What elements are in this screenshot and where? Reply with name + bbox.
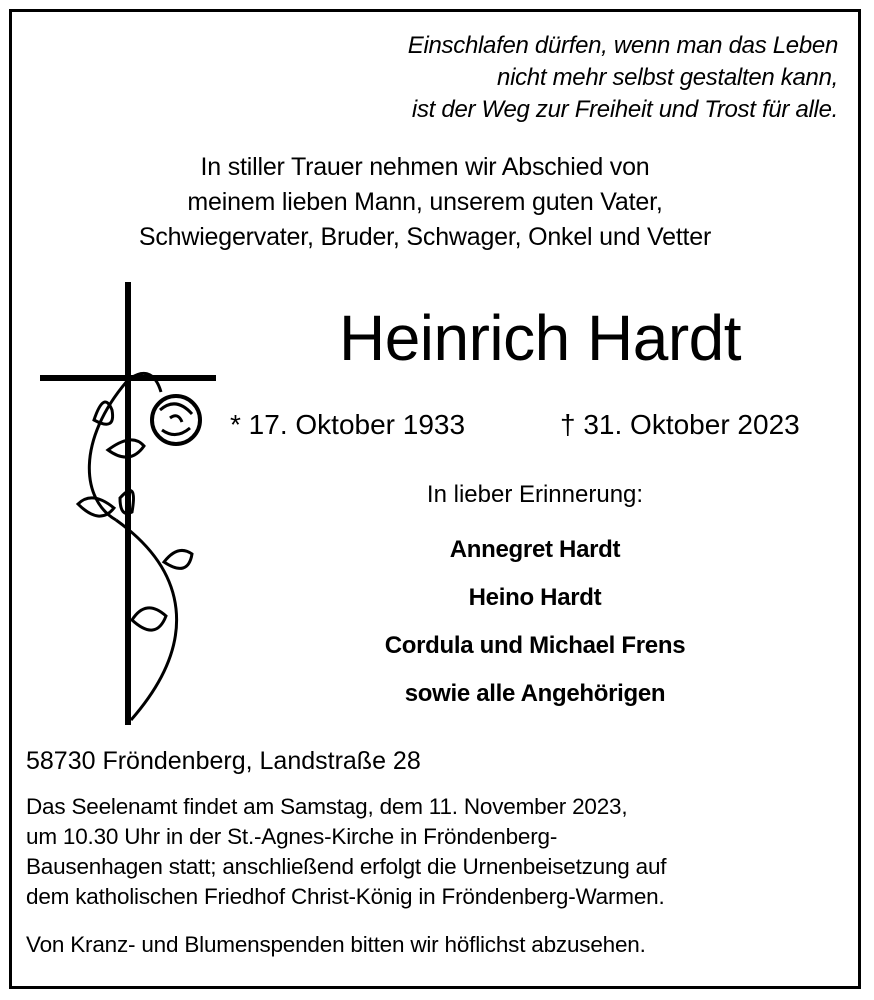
service-line: dem katholischen Friedhof Christ-König in Fröndenberg-Warmen. xyxy=(26,884,665,909)
intro-line: Schwiegervater, Bruder, Schwager, Onkel und Vetter xyxy=(138,223,712,251)
mourner: sowie alle Angehörigen xyxy=(404,680,666,707)
intro-line: meinem lieben Mann, unserem guten Vater, xyxy=(187,188,663,216)
flowers-note: Von Kranz- und Blumenspenden bitten wir höflichst abzusehen. xyxy=(26,932,646,957)
service-line: Das Seelenamt findet am Samstag, dem 11. November 2023, xyxy=(26,794,628,819)
service-info xyxy=(26,792,846,912)
death-date: † 31. Oktober 2023 xyxy=(560,409,800,440)
motto-line: ist der Weg zur Freiheit und Trost für alle. xyxy=(411,96,838,123)
intro-line: In stiller Trauer nehmen wir Abschied von xyxy=(200,153,650,181)
birth-date: * 17. Oktober 1933 xyxy=(230,409,466,440)
mourner: Heino Hardt xyxy=(468,584,602,611)
mourner: Cordula und Michael Frens xyxy=(384,632,686,659)
service-line: Bausenhagen statt; anschließend erfolgt die Urnenbeisetzung auf xyxy=(26,854,667,879)
deceased-name: Heinrich Hardt xyxy=(338,302,742,374)
cross-with-rose-icon xyxy=(36,280,226,730)
mourner: Annegret Hardt xyxy=(449,536,621,563)
motto-line: Einschlafen dürfen, wenn man das Leben xyxy=(407,32,838,59)
service-line: um 10.30 Uhr in der St.-Agnes-Kirche in Fröndenberg- xyxy=(26,824,558,849)
mourners-list xyxy=(250,526,820,718)
address: 58730 Fröndenberg, Landstraße 28 xyxy=(26,747,421,775)
intro-text xyxy=(80,150,770,255)
motto-line: nicht mehr selbst gestalten kann, xyxy=(497,64,838,91)
remembrance-heading: In lieber Erinnerung: xyxy=(426,481,644,508)
motto-quote xyxy=(408,30,838,126)
